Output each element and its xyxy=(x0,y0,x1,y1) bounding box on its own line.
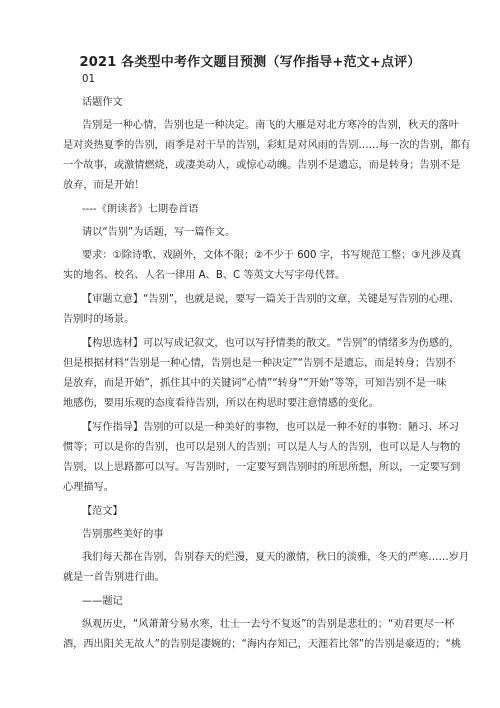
paragraph-line: 酒，西出阳关无故人”的告别是凄婉的；“海内存知己，天涯若比邻”的告别是豪迈的；“桃 xyxy=(63,639,462,650)
paragraph-line: 告别时的场景。 xyxy=(63,314,135,325)
paragraph-line: 一个故事，或激情燃烧，或凄美动人，或惊心动魄。告别不是遗忘，而是转身；告别不是 xyxy=(63,160,461,171)
requirement-line: 要求：①除诗歌、戏剧外，文体不限；②不少于 600 字，书写规范工整；③凡涉及真 xyxy=(82,250,462,261)
prompt-line: 请以“告别”为话题，写一篇作文。 xyxy=(82,227,236,238)
paragraph-line: 是放弃，而是开始”，抓住其中的关键词“心情”“转身”“开始”等等，可知告别不是一味 xyxy=(63,378,447,389)
paragraph-line: 惯等；可以是你的告别，也可以是别人的告别；可以是人与人的告别，也可以是人与物的 xyxy=(63,442,461,453)
document-title: 2021 各类型中考作文题目预测（写作指导+范文+点评） xyxy=(79,55,421,70)
paragraph-line: 就是一首告别进行曲。 xyxy=(63,572,165,583)
section-number: 01 xyxy=(82,74,95,85)
paragraph-line: 但是根据材料“告别是一种心情，告别也是一种决定”“告别不是遗忘，而是转身；告别不 xyxy=(63,358,456,369)
paragraph-line: 心理描写。 xyxy=(63,482,114,493)
sample-label: 【范文】 xyxy=(82,506,123,517)
paragraph-line: 是对炎热夏季的告别，雨季是对干旱的告别，彩虹是对风雨的告别……每一次的告别，都有 xyxy=(63,140,471,151)
section-heading: 话题作文 xyxy=(82,97,123,108)
paragraph-line: 【构思选材】可以写成记叙文，也可以写抒情类的散文。“告别”的情绪多为伤感的， xyxy=(82,338,460,349)
paragraph-line: 地感伤，要用乐观的态度看待告别，所以在构思时要注意情感的变化。 xyxy=(63,398,379,409)
paragraph-line: 放弃，而是开始！ xyxy=(63,180,145,191)
paragraph-line: 我们每天都在告别，告别春天的烂漫，夏天的激情，秋日的淡雅，冬天的严寒……岁月 xyxy=(82,552,470,563)
paragraph-line: 告别，以上思路都可以写。写告别时，一定要写到告别时的所思所想，所以，一定要写到 xyxy=(63,462,461,473)
paragraph-line: 纵观历史，“风萧萧兮易水寒，壮士一去兮不复返”的告别是悲壮的；“劝君更尽一杯 xyxy=(82,619,455,630)
paragraph-line: 【写作指导】告别的可以是一种美好的事物，也可以是一种不好的事物：陋习、坏习 xyxy=(82,422,459,433)
paragraph-line: 【审题立意】“告别”，也就是说，要写一篇关于告别的文章，关键是写告别的心理、 xyxy=(82,294,460,305)
requirement-line: 实的地名、校名、人名一律用 A、B、C 等英文大写字母代替。 xyxy=(63,270,346,281)
epigraph-line: ——题记 xyxy=(82,596,123,607)
sample-title: 告别那些美好的事 xyxy=(82,529,164,540)
paragraph-line: 告别是一种心情，告别也是一种决定。南飞的大雁是对北方寒冷的告别，秋天的落叶 xyxy=(82,120,459,131)
source-line: ----《朗读者》七期卷首语 xyxy=(82,204,199,215)
